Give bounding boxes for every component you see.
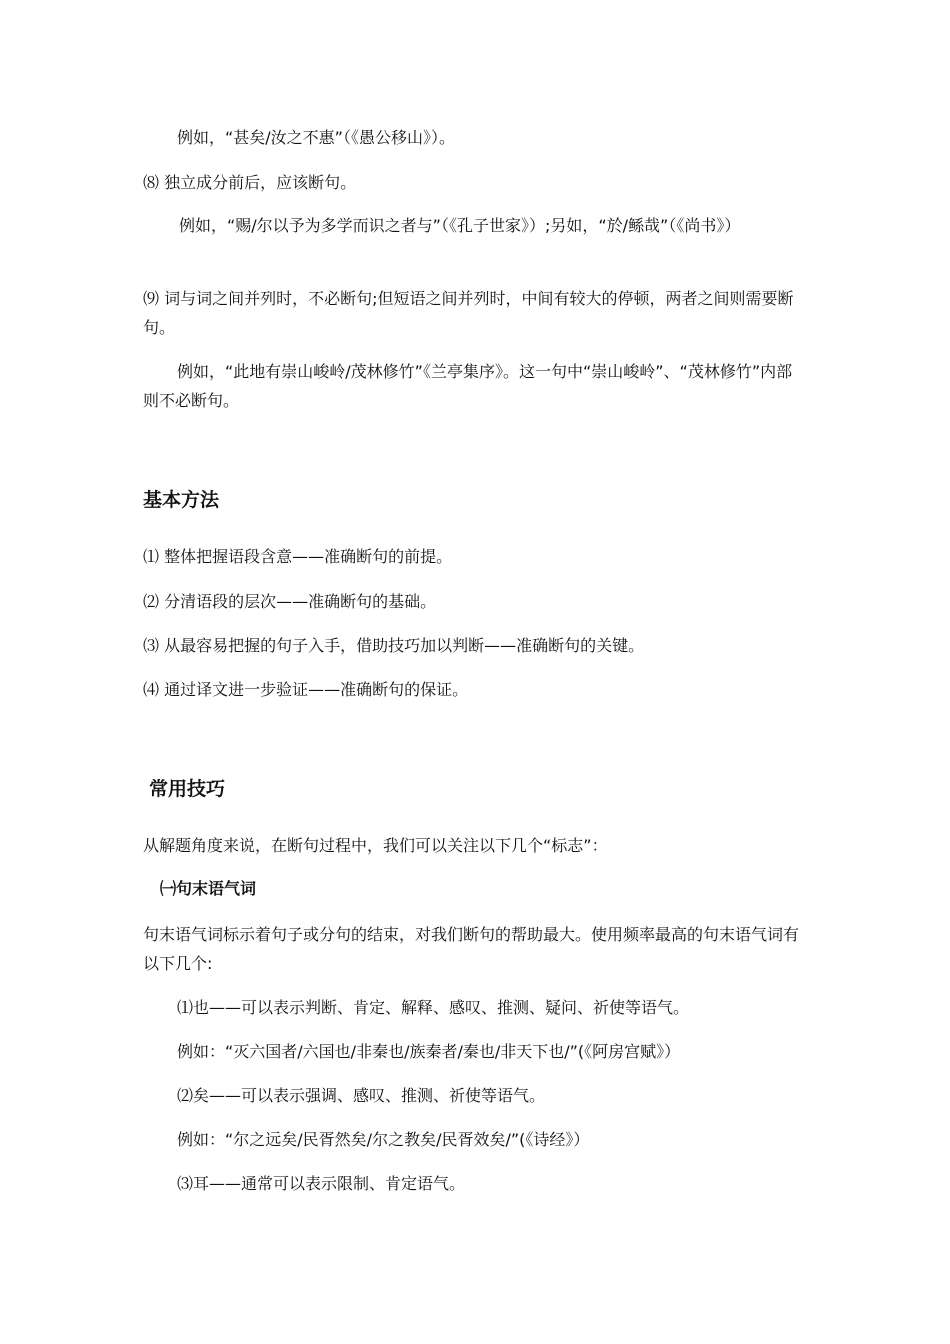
- particle-item-ye: ⑴也——可以表示判断、肯定、解释、感叹、推测、疑问、祈使等语气。: [177, 998, 690, 1017]
- skills-intro-paragraph: 从解题角度来说，在断句过程中，我们可以关注以下几个“标志”：: [143, 836, 608, 855]
- particle-example-ye: 例如：“灭六国者/六国也/非秦也/族秦者/秦也/非天下也/”(《阿房宫赋》）: [177, 1042, 681, 1061]
- heading-basic-methods: 基本方法: [143, 489, 220, 511]
- method-item-1: ⑴ 整体把握语段含意——准确断句的前提。: [143, 547, 453, 566]
- particle-item-er: ⑶耳——通常可以表示限制、肯定语气。: [177, 1174, 466, 1193]
- example-paragraph-yugong: 例如，“甚矣/汝之不惠”（《愚公移山》）。: [177, 128, 455, 147]
- method-item-2: ⑵ 分清语段的层次——准确断句的基础。: [143, 592, 437, 611]
- particles-description-paragraph: 句末语气词标示着句子或分句的结束，对我们断句的帮助最大。使用频率最高的句末语气词有以下几个:: [143, 925, 800, 973]
- method-item-4: ⑷ 通过译文进一步验证——准确断句的保证。: [143, 680, 469, 699]
- particle-example-yi: 例如：“尔之远矣/民胥然矣/尔之教矣/民胥效矣/”(《诗经》）: [177, 1130, 590, 1149]
- example-paragraph-lanting: 例如，“此地有崇山峻岭/茂林修竹”《兰亭集序》。这一句中“崇山峻岭”、“茂林修竹”内部则不必断句。: [143, 362, 793, 410]
- rule-8-paragraph: ⑻ 独立成分前后，应该断句。: [143, 173, 357, 192]
- particle-item-yi: ⑵矣——可以表示强调、感叹、推测、祈使等语气。: [177, 1086, 546, 1105]
- method-item-3: ⑶ 从最容易把握的句子入手，借助技巧加以判断——准确断句的关键。: [143, 636, 645, 655]
- subheading-sentence-final-particles: ㈠句末语气词: [160, 879, 257, 898]
- heading-common-skills: 常用技巧: [149, 778, 226, 800]
- example-paragraph-kongzi: 例如，“赐/尔以予为多学而识之者与”（《孔子世家》）;另如，“於/鲧哉”（《尚书》）: [179, 216, 741, 235]
- rule-9-paragraph: ⑼ 词与词之间并列时，不必断句;但短语之间并列时，中间有较大的停顿，两者之间则需要断句。: [143, 289, 794, 337]
